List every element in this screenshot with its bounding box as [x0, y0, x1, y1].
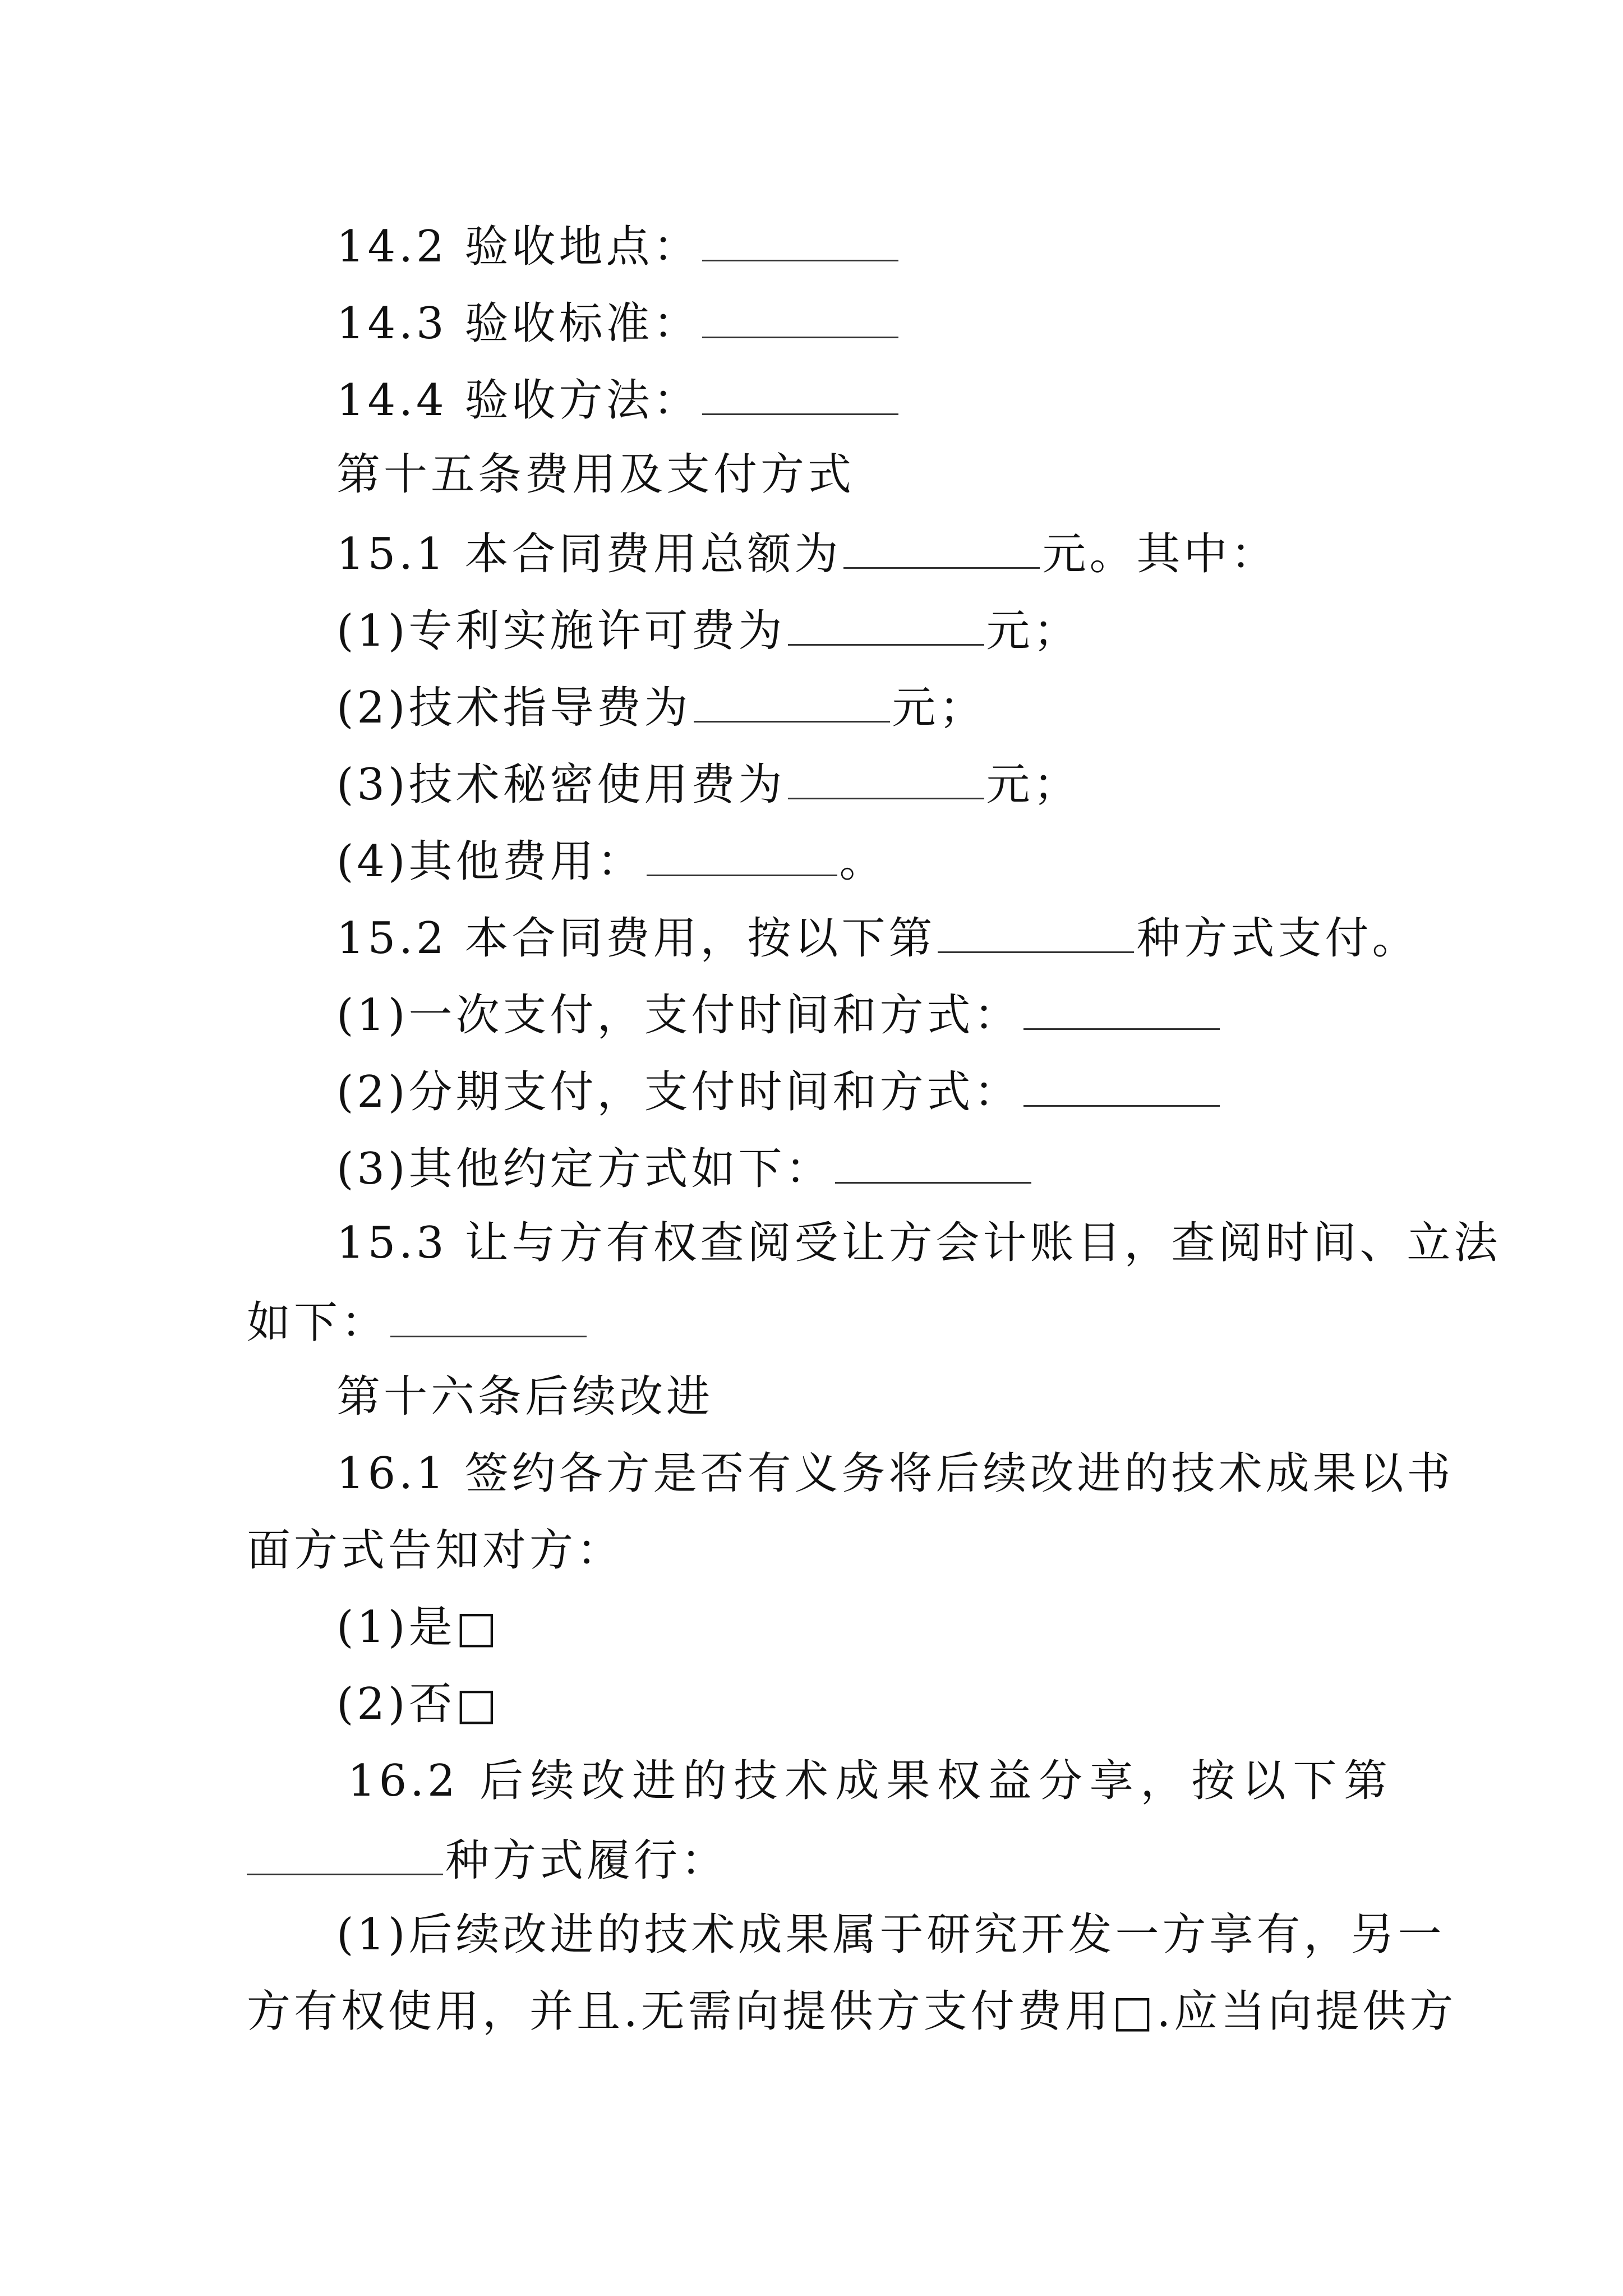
clause-text: 14.2 验收地点：: [336, 222, 700, 272]
fill-blank[interactable]: [702, 216, 898, 261]
clause-text: 第十五条费用及支付方式: [336, 449, 855, 500]
clause-text: (3)技术秘密使用费为: [336, 760, 786, 810]
clause-15-2-item-3: [336, 1138, 1391, 1194]
clause-text-tail: 种方式支付。: [1136, 913, 1419, 964]
fill-blank[interactable]: [788, 754, 984, 799]
clause-text: 16.1 签约各方是否有义务将后续改进的技术成果以书: [336, 1448, 1454, 1499]
clause-text: 14.3 验收标准：: [336, 298, 700, 349]
clause-text-tail: 元；: [986, 606, 1081, 656]
clause-15-3-continued: [247, 1292, 1391, 1348]
fill-blank[interactable]: [647, 831, 837, 876]
fill-blank[interactable]: [702, 293, 898, 338]
clause-text: (2)分期支付，支付时间和方式：: [336, 1067, 1021, 1117]
fill-blank[interactable]: [843, 523, 1040, 569]
clause-text: (1)专利实施许可费为: [336, 606, 786, 656]
fill-blank[interactable]: [702, 370, 898, 415]
clause-text: 如下：: [247, 1297, 389, 1348]
fill-blank[interactable]: [788, 600, 984, 646]
clause-text-tail: 种方式履行：: [445, 1835, 728, 1886]
clause-text: 16.2 后续改进的技术成果权益分享，按以下第: [348, 1756, 1391, 1806]
clause-15-3: [336, 1215, 1501, 1271]
clause-16-2: [348, 1753, 1391, 1809]
article-16-heading: [336, 1369, 1391, 1425]
article-15-heading: [336, 447, 1391, 503]
clause-15-2-item-1: [336, 984, 1391, 1041]
fill-blank[interactable]: [694, 677, 890, 723]
clause-text-tail: 元。其中：: [1042, 529, 1278, 579]
fill-blank[interactable]: [247, 1830, 443, 1875]
clause-text-tail: 。: [839, 836, 887, 887]
clause-text: 15.2 本合同费用，按以下第: [336, 913, 936, 964]
clause-15-1-item-3: [336, 754, 1391, 810]
clause-15-1-item-2: [336, 677, 1391, 733]
clause-15-2-item-2: [336, 1061, 1391, 1117]
fill-blank[interactable]: [938, 908, 1134, 953]
clause-text: 15.1 本合同费用总额为: [336, 529, 842, 579]
clause-text: 方有权使用，并且.无需向提供方支付费用□.应当向提供方: [247, 1986, 1457, 2037]
clause-15-1-item-1: [336, 600, 1391, 656]
clause-16-1: [336, 1446, 1454, 1502]
fill-blank[interactable]: [1023, 984, 1220, 1030]
clause-text: 14.4 验收方法：: [336, 375, 700, 426]
fill-blank[interactable]: [390, 1292, 587, 1337]
clause-14-3: [336, 293, 1391, 349]
option-yes[interactable]: [336, 1599, 1391, 1655]
clause-16-1-continued: [247, 1522, 1391, 1579]
clause-15-1: [336, 523, 1391, 579]
clause-15-1-item-4: [336, 831, 1391, 887]
clause-text: (2)技术指导费为: [336, 683, 691, 733]
clause-16-2-continued: [247, 1830, 1391, 1886]
clause-15-2: [336, 908, 1419, 964]
clause-14-4: [336, 370, 1391, 426]
clause-16-2-item-1: [336, 1907, 1445, 1963]
fill-blank[interactable]: [835, 1138, 1031, 1184]
clause-text: 15.3 让与方有权查阅受让方会计账目，查阅时间、立法: [336, 1218, 1501, 1268]
clause-text-tail: 元；: [986, 760, 1081, 810]
clause-text: 面方式告知对方：: [247, 1525, 624, 1576]
clause-text: (1)一次支付，支付时间和方式：: [336, 990, 1021, 1041]
clause-16-2-item-1-continued: [247, 1984, 1457, 2040]
clause-text: (1)后续改进的技术成果属于研究开发一方享有，另一: [336, 1910, 1445, 1960]
fill-blank[interactable]: [1023, 1061, 1220, 1107]
clause-text: (4)其他费用：: [336, 836, 644, 887]
clause-text: 第十六条后续改进: [336, 1372, 714, 1422]
option-no[interactable]: [336, 1676, 1391, 1732]
option-label: (1)是□: [336, 1602, 501, 1653]
clause-text-tail: 元；: [892, 683, 986, 733]
clause-14-2: [336, 216, 1391, 272]
clause-text: (3)其他约定方式如下：: [336, 1144, 833, 1194]
option-label: (2)否□: [336, 1679, 501, 1729]
